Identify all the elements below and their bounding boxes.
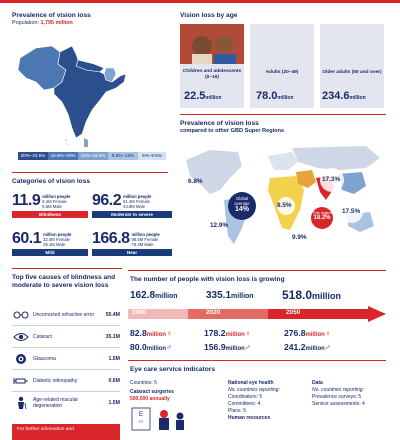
male-unit: million [305,346,325,352]
national-sub: No. countries reporting: [228,387,280,393]
svg-text:≡≡: ≡≡ [138,419,144,424]
male-icon: ♂ [166,343,173,352]
map-asia-north [292,146,380,170]
category-male: 5.5M Male [42,204,62,209]
male-value: 80.0 [130,342,147,352]
hr-title: Human resources [228,415,271,421]
category-number: 166.8 [92,230,130,247]
female-unit: million [225,332,245,338]
divider [128,270,386,271]
category-unit: million people [43,232,72,237]
category-label: Mild [12,249,88,256]
female-1990 [130,328,172,338]
cause-label: Glaucoma [33,355,56,362]
top-accent-bar [0,0,400,3]
global-average-text: Global average [234,196,250,206]
category-number: 96.2 [92,192,122,209]
age-group-label: Children and adolescents (0–19) [182,69,242,80]
age-group-label: Adults (20–49) [265,70,299,75]
footer-info-text: For further information and [17,427,74,432]
timeline-arrow [128,306,386,322]
male-2050 [284,342,331,352]
category-moderate-severe [92,192,172,218]
category-female: 32.0M Female [43,237,70,242]
superregions-title: Prevalence of vision loss [180,120,259,127]
cause-value: 55.4M [105,311,120,318]
divider [12,172,168,173]
category-male: 78.3M Male [131,242,154,247]
national-title: National eye health [228,380,274,386]
cause-label: Diabetic retinopathy [33,377,78,384]
age-value-children [184,90,244,102]
elder-person-icon [12,395,30,411]
map-europe [268,152,298,170]
category-number: 60.1 [12,230,42,247]
service-assessments: Service assessments: 4 [312,401,365,407]
population-line [12,20,73,26]
category-male: 28.1M Male [43,242,66,247]
category-unit: million people [131,232,160,237]
eyeglasses-icon [12,307,30,323]
female-value: 276.8 [284,328,306,338]
category-female: 88.5M Female [131,237,159,242]
female-unit: million [146,332,167,338]
indicators-col-3 [312,380,388,408]
region-value-12-9: 12.9% [210,222,229,229]
age-group-label: Older adults (50 and over) [322,70,382,75]
age-value-unit: million [205,95,222,101]
growing-total-1990 [130,290,178,301]
male-unit: million [146,346,167,352]
female-value: 82.8 [130,328,147,338]
eye-test-illustration [130,406,190,432]
map-region-afghanistan-pakistan [18,46,66,90]
age-value-number: 234.6 [322,90,350,102]
map-region-sri-lanka [84,138,88,147]
category-number: 11.9 [12,192,41,209]
world-map [180,140,386,250]
glaucoma-eye-icon [12,351,30,367]
female-icon: ♀ [324,329,331,338]
eye-icon [12,329,30,345]
indicators-col-2 [228,380,304,422]
region-value-17-3: 17.3% [322,176,341,183]
children-photo [180,24,244,64]
male-2020 [204,342,251,352]
superregions-subtitle: compared to other GBD Super Regions [180,128,285,134]
prevalence-surveys: Prevalence surveys: 5 [312,394,362,400]
countries-count: Countries: 5 [130,380,157,386]
male-icon: ♂ [324,343,331,352]
committees: Committees: 4 [228,401,261,407]
age-value-unit: million [277,95,294,101]
population-label: Population: [12,20,39,26]
category-blindness [12,192,88,218]
year-2020: 2020 [206,309,221,316]
female-icon: ♀ [166,329,173,338]
svg-text:E: E [138,412,144,418]
cause-row-cataract [12,326,120,348]
category-unit: million people [123,194,152,199]
female-value: 178.2 [204,328,226,338]
data-sub: No. countries reporting: [312,387,364,393]
female-icon: ♀ [244,329,251,338]
total-value: 162.8 [130,290,156,301]
total-value: 335.1 [206,290,232,301]
age-value-unit: million [349,95,366,101]
total-unit: million [231,293,254,300]
total-unit: million [155,293,178,300]
cause-row-refractive-error [12,304,120,326]
divider [12,268,122,269]
category-female: 51.4M Female [123,199,150,204]
cause-row-glaucoma [12,348,120,370]
divider [128,360,386,361]
male-value: 241.2 [284,342,306,352]
year-2050: 2050 [286,309,301,316]
population-value: 1,795 million [40,20,73,26]
age-value-number: 22.5 [184,90,206,102]
cause-value: 1.5M [108,355,120,362]
age-value-older [322,90,388,102]
syringe-icon [12,373,30,389]
south-asia-map [14,30,164,150]
this-region-value: 18.2% [313,215,331,221]
growing-title: The number of people with vision loss is growing [130,276,285,283]
male-1990 [130,342,172,352]
coordinators: Coordinators: 5 [228,394,263,400]
cause-label: Cataract [33,333,52,340]
category-label: Blindness [12,211,88,218]
legend-item-5: 6%–9.5% [138,152,166,160]
global-average-value: 14% [234,206,249,213]
total-value: 518.0 [282,288,313,302]
prevalence-legend [18,152,166,160]
cause-value: 1.5M [108,400,120,406]
data-title: Data [312,380,323,386]
plans: Plans: 5 [228,408,247,414]
cause-value: 0.6M [108,377,120,384]
categories-title: Categories of vision loss [12,178,91,185]
category-label: Near [92,249,172,256]
total-unit: million [312,291,342,301]
female-unit: million [305,332,325,338]
map-north-america [186,150,242,194]
this-region-label [312,210,332,221]
map-region-maldives-2 [66,143,68,145]
causes-list [12,304,120,414]
male-unit: million [225,346,245,352]
category-unit: million people [42,194,71,199]
map-region-india [54,46,126,138]
age-value-number: 78.0 [256,90,278,102]
cause-value: 35.1M [105,333,120,340]
surgeries-value: 500,000 annually [130,396,170,402]
category-near [92,230,172,256]
indicators-col-1 [130,380,222,435]
legend-item-3: 13%–16.5% [78,152,108,160]
this-region-text: This region [312,210,332,215]
category-female: 6.4M Female [42,199,67,204]
legend-item-4: 9.5%–13% [108,152,138,160]
year-1990: 1990 [132,309,147,316]
divider [180,114,386,115]
cause-label: Age-related macular degeneration [33,397,79,409]
region-value-9-9: 9.9% [292,234,307,241]
footer-info-box [12,424,120,440]
category-mild [12,230,88,256]
cause-label: Uncorrected refractive error [33,311,95,318]
female-2020 [204,328,251,338]
category-male: 44.9M Male [123,204,146,209]
map-region-maldives [65,139,67,141]
growing-total-2050 [282,288,341,302]
growing-total-2020 [206,290,254,301]
legend-item-2: 16.5%–20% [48,152,78,160]
indicators-title: Eye care service indicators [130,366,216,373]
female-2050 [284,328,331,338]
cause-row-amd [12,392,120,414]
age-value-adults [256,90,316,102]
region-value-17-5: 17.5% [342,208,361,215]
cause-row-diabetic-retinopathy [12,370,120,392]
global-average-label [230,196,254,213]
legend-item-1: 20%–23.5% [18,152,48,160]
region-value-8-5: 8.5% [277,202,292,209]
male-value: 156.9 [204,342,226,352]
surgeries-title: Cataract surgeries [130,389,174,395]
causes-title: Top five causes of blindness and moderate to severe vision loss [12,274,116,289]
male-icon: ♂ [244,343,251,352]
region-value-6-8: 6.8% [188,178,203,185]
prevalence-title: Prevalence of vision loss [12,12,91,19]
age-title: Vision loss by age [180,12,238,19]
category-label: Moderate to severe [92,211,172,218]
